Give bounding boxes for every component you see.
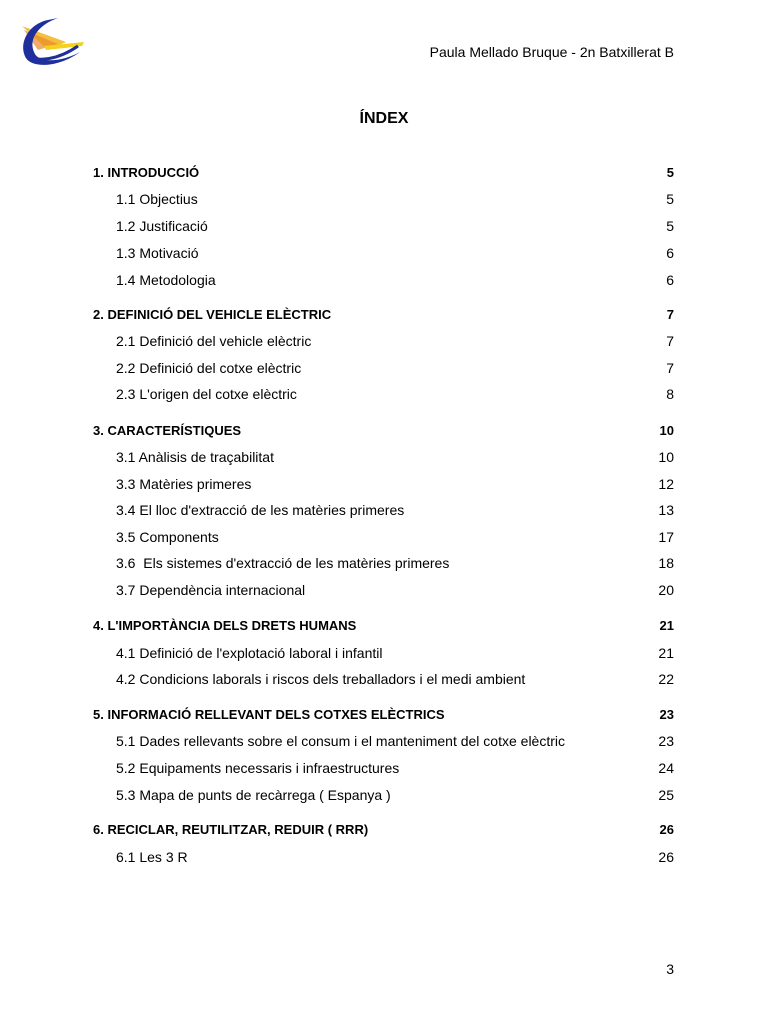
item-page: 5 [666, 191, 674, 207]
section-page: 7 [666, 307, 674, 322]
toc-section[interactable] [0, 305, 768, 325]
toc-item[interactable] [0, 474, 768, 494]
item-page: 23 [658, 733, 674, 749]
item-page: 22 [658, 671, 674, 687]
toc-item[interactable] [0, 331, 768, 351]
section-page: 23 [659, 707, 674, 722]
toc-section[interactable] [0, 820, 768, 840]
section-label: 4. L'IMPORTÀNCIA DELS DRETS HUMANS [93, 618, 357, 633]
item-label: 3.6 Els sistemes d'extracció de les matèries primeres [116, 555, 450, 571]
toc-item[interactable] [0, 553, 768, 573]
item-page: 12 [658, 476, 674, 492]
item-page: 7 [666, 360, 674, 376]
item-label: 1.1 Objectius [116, 191, 198, 207]
item-label: 5.2 Equipaments necessaris i infraestructures [116, 760, 400, 776]
section-label: 3. CARACTERÍSTIQUES [93, 423, 242, 438]
section-label: 6. RECICLAR, REUTILITZAR, REDUIR ( RRR) [93, 822, 369, 837]
section-label: 5. INFORMACIÓ RELLEVANT DELS COTXES ELÈCTRICS [93, 707, 445, 722]
item-page: 25 [658, 787, 674, 803]
toc-item[interactable] [0, 216, 768, 236]
item-label: 3.5 Components [116, 529, 219, 545]
item-page: 7 [666, 333, 674, 349]
item-page: 21 [658, 645, 674, 661]
toc-item[interactable] [0, 785, 768, 805]
item-page: 17 [658, 529, 674, 545]
item-label: 3.1 Anàlisis de traçabilitat [116, 449, 274, 465]
item-label: 5.3 Mapa de punts de recàrrega ( Espanya ) [116, 787, 391, 803]
item-label: 2.3 L'origen del cotxe elèctric [116, 386, 297, 402]
section-page: 21 [659, 618, 674, 633]
item-label: 6.1 Les 3 R [116, 849, 188, 865]
toc-section[interactable] [0, 705, 768, 725]
item-page: 10 [658, 449, 674, 465]
item-label: 1.2 Justificació [116, 218, 208, 234]
toc-item[interactable] [0, 643, 768, 663]
item-label: 4.2 Condicions laborals i riscos dels treballadors i el medi ambient [116, 671, 526, 687]
section-page: 10 [659, 423, 674, 438]
author-header: Paula Mellado Bruque - 2n Batxillerat B [429, 44, 674, 60]
item-label: 2.1 Definició del vehicle elèctric [116, 333, 312, 349]
toc-section[interactable] [0, 163, 768, 183]
toc-item[interactable] [0, 270, 768, 290]
toc-item[interactable] [0, 669, 768, 689]
item-label: 1.3 Motivació [116, 245, 199, 261]
toc-item[interactable] [0, 243, 768, 263]
item-label: 5.1 Dades rellevants sobre el consum i el manteniment del cotxe elèctric [116, 733, 565, 749]
page-number: 3 [666, 961, 674, 977]
section-page: 5 [666, 165, 674, 180]
item-page: 24 [658, 760, 674, 776]
item-label: 1.4 Metodologia [116, 272, 216, 288]
item-page: 18 [658, 555, 674, 571]
section-page: 26 [659, 822, 674, 837]
toc-item[interactable] [0, 758, 768, 778]
section-label: 2. DEFINICIÓ DEL VEHICLE ELÈCTRIC [93, 307, 332, 322]
toc-item[interactable] [0, 189, 768, 209]
item-label: 3.3 Matèries primeres [116, 476, 252, 492]
toc-item[interactable] [0, 731, 768, 751]
toc-section[interactable] [0, 616, 768, 636]
item-page: 5 [666, 218, 674, 234]
toc-item[interactable] [0, 580, 768, 600]
toc-item[interactable] [0, 847, 768, 867]
toc-item[interactable] [0, 447, 768, 467]
item-label: 3.7 Dependència internacional [116, 582, 306, 598]
toc-item[interactable] [0, 384, 768, 404]
item-page: 20 [658, 582, 674, 598]
item-page: 13 [658, 502, 674, 518]
school-logo [18, 16, 86, 70]
item-page: 6 [666, 272, 674, 288]
item-label: 3.4 El lloc d'extracció de les matèries primeres [116, 502, 405, 518]
toc-item[interactable] [0, 527, 768, 547]
toc-item[interactable] [0, 358, 768, 378]
item-page: 8 [666, 386, 674, 402]
toc-section[interactable] [0, 421, 768, 441]
item-page: 26 [658, 849, 674, 865]
item-page: 6 [666, 245, 674, 261]
item-label: 4.1 Definició de l'explotació laboral i infantil [116, 645, 383, 661]
item-label: 2.2 Definició del cotxe elèctric [116, 360, 302, 376]
section-label: 1. INTRODUCCIÓ [93, 165, 200, 180]
toc-item[interactable] [0, 500, 768, 520]
index-title: ÍNDEX [359, 110, 409, 127]
